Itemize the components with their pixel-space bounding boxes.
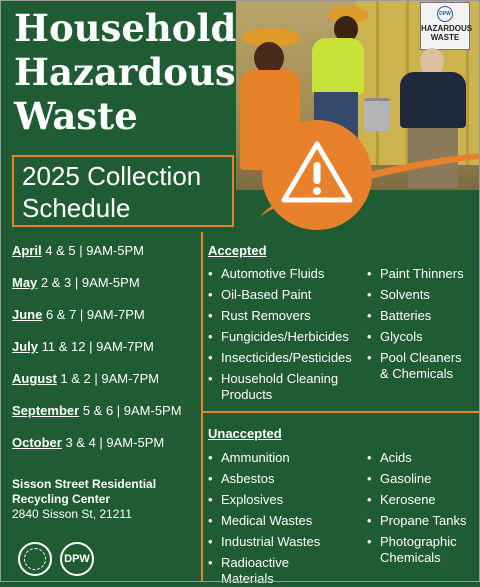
accepted-heading: Accepted (208, 243, 267, 258)
schedule-row (12, 435, 164, 450)
schedule-month: May (12, 275, 38, 290)
list-item: • Radioactive Materials (208, 555, 289, 586)
schedule-subtitle (12, 155, 234, 227)
list-item: • Propane Tanks (367, 513, 467, 528)
warning-triangle-icon (262, 120, 372, 230)
schedule-row (12, 339, 154, 354)
list-item: • Asbestos (208, 471, 275, 486)
hazardous-waste-sign (420, 2, 473, 50)
schedule-month: September (12, 403, 80, 418)
center-name-line-2: Recycling Center (12, 492, 111, 506)
list-item: • Gasoline (367, 471, 432, 486)
schedule-row (12, 275, 140, 290)
list-item: • Acids (367, 450, 412, 465)
schedule-detail: 4 & 5 | 9AM-5PM (41, 243, 144, 258)
divider-horizontal (201, 411, 480, 413)
list-item: • Photographic Chemicals (367, 534, 457, 565)
list-item: • Batteries (367, 308, 432, 323)
schedule-detail: 11 & 12 | 9AM-7PM (38, 339, 154, 354)
schedule-month: August (12, 371, 57, 386)
schedule-detail: 1 & 2 | 9AM-7PM (56, 371, 160, 386)
poster-title (14, 6, 236, 138)
schedule-month: April (12, 243, 42, 258)
warning-badge (262, 120, 372, 230)
schedule-row (12, 371, 159, 386)
list-item: • Household Cleaning Products (208, 371, 339, 402)
schedule-month: July (12, 339, 39, 354)
subtitle-line-1: 2025 Collection (22, 161, 202, 191)
list-item: • Medical Wastes (208, 513, 313, 528)
list-item: • Ammunition (208, 450, 290, 465)
list-item: • Kerosene (367, 492, 436, 507)
list-item: • Paint Thinners (367, 266, 464, 281)
schedule-month: October (12, 435, 62, 450)
schedule-detail: 2 & 3 | 9AM-5PM (37, 275, 140, 290)
center-name-line-1: Sisson Street Residential (12, 477, 157, 491)
schedule-row (12, 243, 144, 258)
dpw-logo: DPW (60, 542, 94, 576)
list-item: • Oil-Based Paint (208, 287, 312, 302)
unaccepted-heading: Unaccepted (208, 426, 282, 441)
title-line-2: Hazardous (14, 50, 236, 94)
list-item: • Glycols (367, 329, 423, 344)
subtitle-line-2: Schedule (22, 193, 131, 223)
schedule-detail: 6 & 7 | 9AM-7PM (42, 307, 145, 322)
sign-line-1: HAZARDOUS (421, 24, 473, 33)
list-item: • Rust Removers (208, 308, 311, 323)
schedule-detail: 5 & 6 | 9AM-5PM (79, 403, 182, 418)
schedule-detail: 3 & 4 | 9AM-5PM (61, 435, 165, 450)
list-item: • Automotive Fluids (208, 266, 325, 281)
schedule-month: June (12, 307, 43, 322)
list-item: • Pool Cleaners & Chemicals (367, 350, 462, 381)
title-line-1: Household (14, 6, 237, 50)
center-address: 2840 Sisson St, 21211 (12, 507, 132, 521)
sign-line-2: WASTE (430, 33, 460, 42)
title-line-3: Waste (14, 94, 138, 138)
schedule-row (12, 403, 182, 418)
schedule-row (12, 307, 145, 322)
list-item: • Industrial Wastes (208, 534, 321, 549)
list-item: • Explosives (208, 492, 284, 507)
recycling-center-info (12, 477, 156, 522)
list-item: • Fungicides/Herbicides (208, 329, 349, 344)
city-seal-logo (18, 542, 52, 576)
dpw-sign-logo: DPW (437, 6, 453, 22)
list-item: • Solvents (367, 287, 430, 302)
list-item: • Insecticides/Pesticides (208, 350, 352, 365)
divider-vertical (201, 232, 203, 582)
